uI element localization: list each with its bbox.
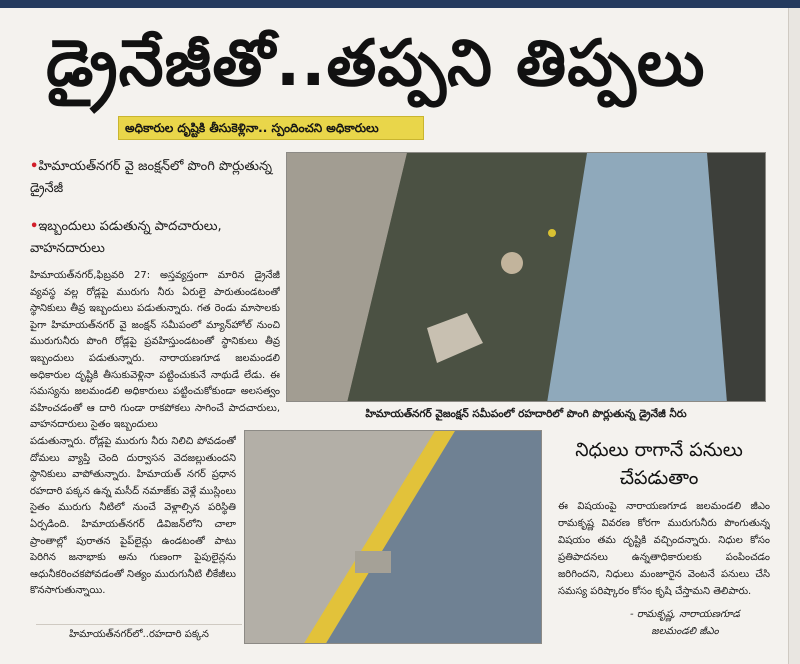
top-banner-strip — [0, 0, 800, 8]
article-headline: డ్రైనేజీతో..తప్పని తిప్పలు — [46, 27, 706, 101]
bullet-dot: • — [30, 159, 39, 174]
drainage-photo-main-illustration — [287, 153, 766, 402]
article-body-top: హిమాయత్‌నగర్‌,ఫిబ్రవరి 27: అస్తవ్యస్తంగా మారిన డ్రైనేజీ వ్యవస్థ వల్ల రోడ్లపై మురుగు నీరు ఏరులై పారుతుండటంతో స్థానికులు తీవ్ర ఇబ్బందులు పడుతున్నారు. గత రెండు మాసాలకు పైగా హిమాయత్‌నగర్‌ వై జంక్షన్‌ సమీపంలో మ్యాన్‌హోల్‌ నుంచి మురుగునీరు పొంగి రోడ్లపై ప్రవహిస్తుండటంతో స్థానికులు తీవ్ర ఇబ్బందులు పడుతున్నారు. నారాయణగూడ జలమండలి అధికారుల దృష్టికి తీసుకువెళ్లినా పట్టించుకునే నాథుడే లేడు. ఈ సమస్యను జలమండలి అధికారులు పట్టించుకోకుండా అలసత్వం వహించడంతో ఆ దారి గుండా రాకపోకలు సాగించే పాదచారులు, వాహనదారులు సైతం ఇబ్బందులు — [30, 270, 280, 431]
bullet-text-2: ఇబ్బందులు పడుతున్న పాదచారులు, వాహనదారులు — [30, 219, 222, 256]
article-body-bottom: పడుతున్నారు. రోడ్లపై మురుగు నీరు నిలిచి పోవడంతో దోమలు వ్యాప్తి చెంది దుర్వాసన వెదజల్లుతుందని స్థానికులు వాపోతున్నారు. హిమాయత్ నగర్ ప్రధాన రహదారి పక్కన ఉన్న మసీద్ నమాజ్‌కు వెళ్లే ముస్లింలు సైతం మురుగు నీటిలో నుంచే వెళ్లాల్సిన పరిస్థితి ఏర్పడింది. హిమాయత్‌నగర్ డివిజన్‌లోని చాలా ప్రాంతాల్లో పురాతన పైప్‌లైన్లు ఉండటంతో పాటు పెరిగిన జనాభాకు అను గుణంగా పైపులైన్లను ఆధునీకరించకపోవడంతో నిత్యం మురుగునీటి లీకేజీలు కొనసాగుతున్నాయి. — [30, 436, 236, 597]
bullet-text-1: హిమాయత్‌నగర్‌ వై జంక్షన్‌లో పొంగి పొర్లుతున్న డ్రైనేజీ — [30, 159, 272, 196]
photo-roadside-caption: హిమాయత్‌నగర్‌లో..రహదారి పక్కన — [36, 624, 242, 644]
broken-slab-shape — [355, 551, 391, 573]
sidebar-text: ఈ విషయంపై నారాయణగూడ జలమండలి జీఎం రామకృష్ణ వివరణ కోరగా మురుగునీరు పొంగుతున్న విషయం తమ దృష్టికి వచ్చిందన్నారు. నిధుల కోసం ప్రతిపాదనలు ఉన్నతాధికారులకు పంపించడం జరిగిందని, నిధులు మంజూరైన వెంటనే పనులు చేసి సమస్య పరిష్కారం కోసం కృషి చేస్తామని తెలిపారు. — [558, 501, 770, 597]
article-subheadline: అధికారుల దృష్టికి తీసుకెళ్లినా.. స్పందించని అధికారులు — [118, 116, 424, 140]
signature-line-2: జలమండలి జీఎం — [651, 626, 719, 637]
photo-main-caption: హిమాయత్‌నగర్‌ వైజంక్షన్‌ సమీపంలో రహదారిలో పొంగి పొర్లుతున్న డ్రైనేజీ నీరు — [286, 402, 766, 426]
drainage-photo-roadside — [244, 430, 542, 644]
signature-line-1: - రామకృష్ణ, నారాయణగూడ — [630, 609, 740, 620]
bullet-dot: • — [30, 219, 39, 234]
drainage-photo-main — [286, 152, 766, 402]
adjacent-page-edge — [788, 8, 800, 664]
sidebar-signature — [590, 606, 780, 642]
floating-waste-shape — [548, 229, 556, 237]
drainage-photo-roadside-illustration — [245, 431, 542, 644]
bullet-point-2 — [30, 216, 280, 262]
bullet-point-1 — [30, 156, 280, 202]
stone-debris-shape — [501, 252, 523, 274]
sidebar-title: నిధులు రాగానే పనులు చేపడుతాం — [575, 439, 743, 489]
